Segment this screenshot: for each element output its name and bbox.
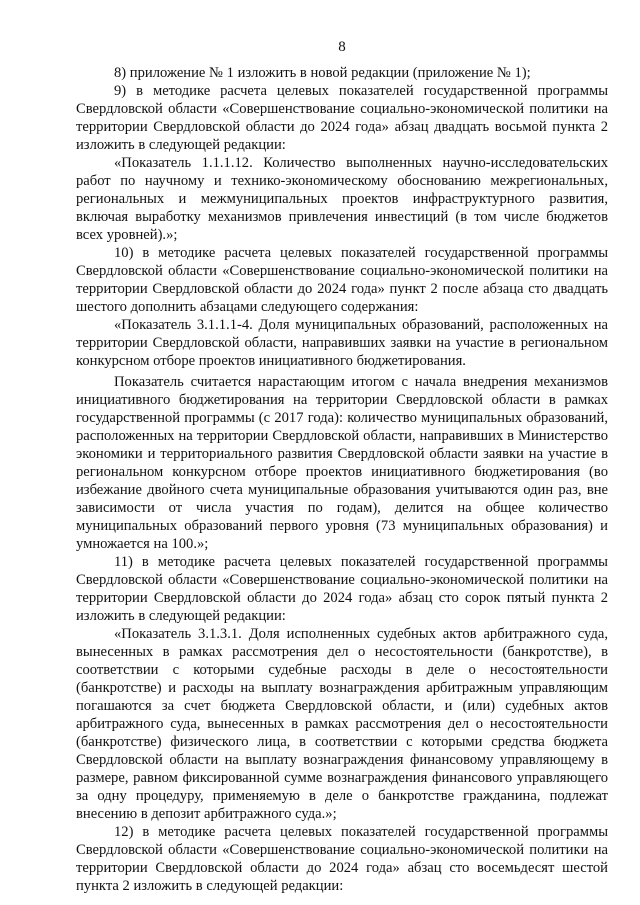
paragraph-indicator-3-1-1-1-4: «Показатель 3.1.1.1-4. Доля муниципальных образований, расположенных на территории Свердловской области, направивших заявки на участие в региональном конкурсном отборе проектов инициативного бюджетирования.: [76, 317, 608, 369]
paragraph-item-9: 9) в методике расчета целевых показателей государственной программы Свердловской области «Совершенствование социально-экономической политики на территории Свердловской области до 2024 года» абзац двадцать восьмой пункта 2 изложить в следующей редакции:: [76, 83, 608, 153]
page-number: 8: [338, 39, 346, 55]
paragraph-item-12: 12) в методике расчета целевых показателей государственной программы Свердловской области «Совершенствование социально-экономической политики на территории Свердловской области до 2024 года» абзац сто восемьдесят шестой пункта 2 изложить в следующей редакции:: [76, 824, 608, 894]
paragraph-item-8: 8) приложение № 1 изложить в новой редакции (приложение № 1);: [114, 65, 531, 81]
paragraph-indicator-3-1-3-1: «Показатель 3.1.3.1. Доля исполненных судебных актов арбитражного суда, вынесенных в рамках рассмотрения дел о несостоятельности (банкротстве), в соответствии с которыми судебные расходы в деле о несостоятельности (банкротстве) и расходы на выплату вознаграждения арбитражным управляющим погашаются за счет бюджета Свердловской области, и (или) судебных актов арбитражного суда, вынесенных в рамках рассмотрения дел о несостоятельности (банкротстве) физического лица, в соответствии с которыми средства бюджета Свердловской области на выплату вознаграждения финансовому управляющему в размере, равном фиксированной сумме вознаграждения финансового управляющего за одну процедуру, применяемую в деле о банкротстве гражданина, подлежат внесению в депозит арбитражного суда.»;: [76, 626, 608, 822]
paragraph-item-10: 10) в методике расчета целевых показателей государственной программы Свердловской области «Совершенствование социально-экономической политики на территории Свердловской области до 2024 года» пункт 2 после абзаца сто двадцать шестого дополнить абзацами следующего содержания:: [76, 245, 608, 315]
paragraph-item-11: 11) в методике расчета целевых показателей государственной программы Свердловской области «Совершенствование социально-экономической политики на территории Свердловской области до 2024 года» абзац сто сорок пятый пункта 2 изложить в следующей редакции:: [76, 554, 608, 624]
document-page: [76, 38, 608, 895]
paragraph-indicator-1-1-1-12: «Показатель 1.1.1.12. Количество выполненных научно-исследовательских работ по научному и технико-экономическому обоснованию межрегиональных, региональных и межмуниципальных проектов инфраструктурного развития, включая выработку механизмов привлечения инвестиций (в том числе бюджетов всех уровней).»;: [76, 155, 608, 243]
paragraph-indicator-calculation: Показатель считается нарастающим итогом с начала внедрения механизмов инициативного бюджетирования на территории Свердловской области в рамках государственной программы (с 2017 года): количество муниципальных образований, расположенных на территории Свердловской области, направивших в Министерство экономики и территориального развития Свердловской области заявки на участие в региональном конкурсном отборе проектов инициативного бюджетирования (во избежание двойного счета муниципальные образования учитываются один раз, вне зависимости от числа участия по годам), делится на общее количество муниципальных образований первого уровня (73 муниципальных образования) и умножается на 100.»;: [76, 374, 608, 552]
